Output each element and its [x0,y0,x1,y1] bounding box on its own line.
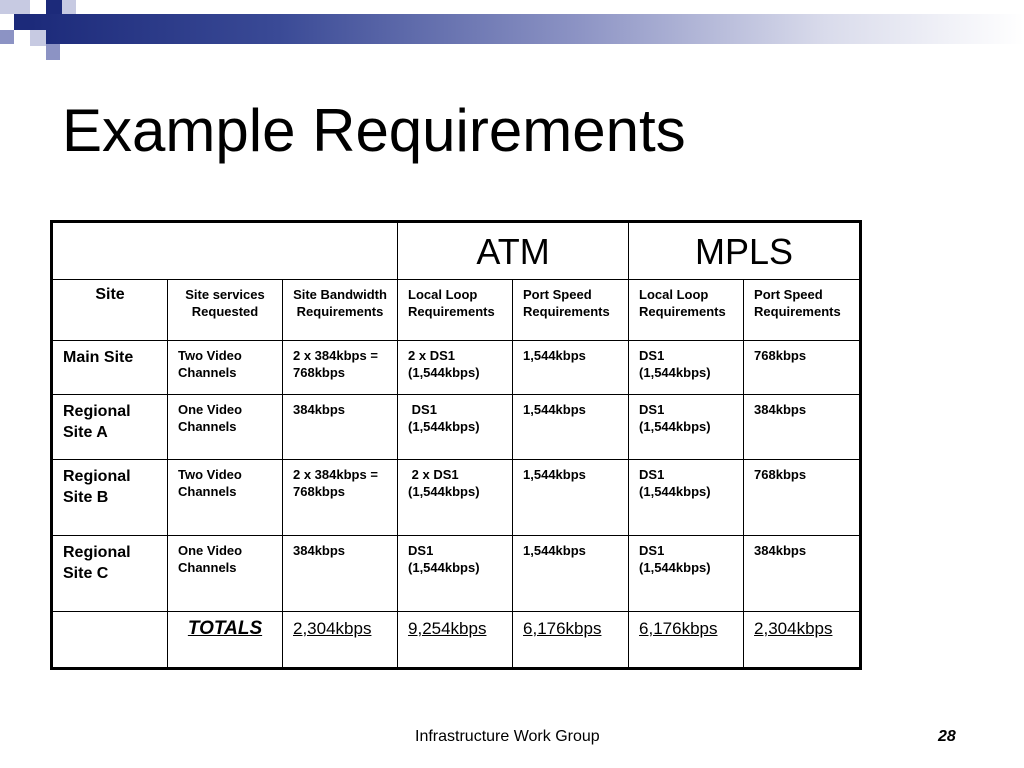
totals-label: TOTALS [168,612,283,669]
total-mpls-loop: 6,176kbps [629,612,744,669]
mpls-loop-line1: DS1 [639,348,665,363]
mpls-port-cell: 384kbps [744,536,861,612]
site-name-line1: Regional [63,544,131,561]
total-bandwidth: 2,304kbps [283,612,398,669]
decor-square-7 [62,0,76,14]
bandwidth-line1: 384kbps [293,543,346,558]
atm-loop-cell [398,460,513,536]
header-gradient-bar [30,14,1024,44]
decor-square-6 [46,44,60,60]
mpls-port-cell: 768kbps [744,341,861,395]
atm-loop-line1: DS1 [408,543,434,558]
table-row [52,341,861,395]
slide-title: Example Requirements [62,97,686,164]
site-cell [52,341,168,395]
mpls-loop-line2: (1,544kbps) [639,560,711,575]
mpls-loop-cell [629,460,744,536]
atm-loop-cell [398,536,513,612]
mpls-loop-cell [629,536,744,612]
services-cell: One Video Channels [168,536,283,612]
site-name-line2: Site B [63,489,109,506]
footer-text: Infrastructure Work Group [415,728,600,745]
atm-loop-cell [398,341,513,395]
bandwidth-cell [283,341,398,395]
atm-group-header: ATM [398,222,629,280]
column-header-atm-port: Port Speed Requirements [513,280,629,341]
column-header-site: Site [52,280,168,341]
column-header-row [52,280,861,341]
mpls-loop-line2: (1,544kbps) [639,419,711,434]
atm-port-cell: 1,544kbps [513,536,629,612]
total-mpls-port: 2,304kbps [744,612,861,669]
column-header-atm-loop: Local Loop Requirements [398,280,513,341]
total-atm-loop: 9,254kbps [398,612,513,669]
mpls-loop-line1: DS1 [639,467,665,482]
site-cell [52,395,168,460]
services-cell: Two Video Channels [168,460,283,536]
atm-loop-line2: (1,544kbps) [408,560,480,575]
bandwidth-cell [283,460,398,536]
site-name-line2: Site C [63,565,109,582]
atm-port-cell: 1,544kbps [513,395,629,460]
site-name-line1: Regional [63,403,131,420]
table-row [52,460,861,536]
totals-row [52,612,861,669]
column-header-mpls-port: Port Speed Requirements [744,280,861,341]
total-atm-port: 6,176kbps [513,612,629,669]
atm-loop-line1: DS1 [411,402,437,417]
atm-loop-line2: (1,544kbps) [408,419,480,434]
services-cell: Two Video Channels [168,341,283,395]
column-header-bandwidth: Site Bandwidth Requirements [283,280,398,341]
decor-square-5 [0,30,14,44]
decor-square-1 [0,0,30,14]
table-row [52,395,861,460]
column-header-services: Site services Requested [168,280,283,341]
totals-empty-cell [52,612,168,669]
atm-loop-line1: 2 x DS1 [408,348,455,363]
bandwidth-line1: 384kbps [293,402,346,417]
atm-port-cell: 1,544kbps [513,460,629,536]
mpls-loop-cell [629,341,744,395]
site-name-line1: Regional [63,468,131,485]
mpls-group-header: MPLS [629,222,861,280]
site-cell [52,536,168,612]
mpls-port-cell: 384kbps [744,395,861,460]
decor-square-2 [14,14,30,30]
mpls-loop-cell [629,395,744,460]
group-header-row [52,222,861,280]
decor-square-4 [30,30,46,46]
atm-loop-line2: (1,544kbps) [408,365,480,380]
bandwidth-line1: 2 x 384kbps = [293,467,378,482]
bandwidth-cell [283,395,398,460]
bandwidth-line1: 2 x 384kbps = [293,348,378,363]
site-name-line2: Site A [63,424,108,441]
page-number: 28 [938,728,956,745]
column-header-mpls-loop: Local Loop Requirements [629,280,744,341]
requirements-table [50,220,862,670]
table-row [52,536,861,612]
atm-port-cell: 1,544kbps [513,341,629,395]
bandwidth-line2: 768kbps [293,365,346,380]
mpls-loop-line1: DS1 [639,543,665,558]
bandwidth-line2: 768kbps [293,484,346,499]
services-cell: One Video Channels [168,395,283,460]
bandwidth-cell [283,536,398,612]
atm-loop-line2: (1,544kbps) [408,484,480,499]
empty-corner-cell [52,222,398,280]
atm-loop-line1: 2 x DS1 [411,467,459,482]
mpls-port-cell: 768kbps [744,460,861,536]
decor-square-3 [46,0,62,14]
mpls-loop-line2: (1,544kbps) [639,365,711,380]
site-name-line1: Main Site [63,349,134,366]
atm-loop-cell [398,395,513,460]
site-cell [52,460,168,536]
mpls-loop-line2: (1,544kbps) [639,484,711,499]
mpls-loop-line1: DS1 [639,402,665,417]
